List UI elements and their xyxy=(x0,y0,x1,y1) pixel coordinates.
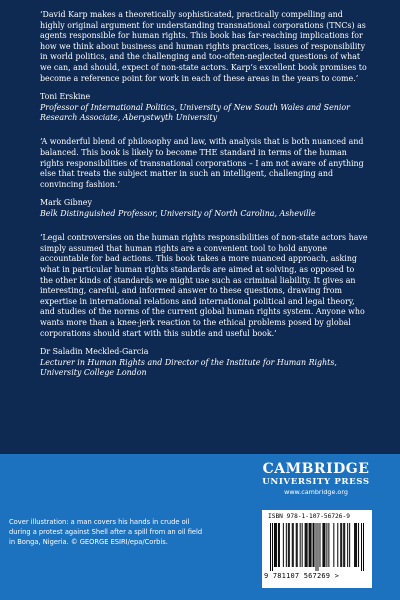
barcode-bar xyxy=(356,523,357,567)
barcode-bar xyxy=(311,523,312,567)
author-name: Dr Saladin Meckled-Garcia xyxy=(40,347,149,357)
barcode-bar xyxy=(307,523,308,567)
barcode-bar xyxy=(314,523,315,567)
testimonial-1 xyxy=(40,10,368,123)
cover-illustration-credit: Cover illustration: a man covers his hands in crude oil during a protest against Shell after a spill from an oil field in Bonga, Nigeria. © GEORGE ESIRI/epa/Corbis. xyxy=(9,518,203,546)
barcode-bar xyxy=(270,523,271,571)
testimonial-2 xyxy=(40,137,368,219)
barcode-bar xyxy=(276,523,277,567)
barcode-bar xyxy=(286,523,287,567)
testimonial-author xyxy=(40,92,368,123)
barcode-bar xyxy=(283,523,284,567)
barcode-bar xyxy=(313,523,314,567)
barcode-bar xyxy=(323,523,324,567)
barcode-bar xyxy=(341,523,342,567)
barcode-bar xyxy=(279,523,280,567)
barcode-bar xyxy=(317,523,318,571)
barcode-bar xyxy=(296,523,297,567)
barcode-bar xyxy=(363,523,364,571)
barcode-bar xyxy=(289,523,290,567)
isbn-barcode xyxy=(262,510,372,588)
barcode-bar xyxy=(340,523,341,567)
barcode-bar xyxy=(349,523,350,567)
barcode-bar xyxy=(344,523,345,567)
author-role: Professor of International Politics, University of New South Wales and Senior Research Associate, Aberystwyth University xyxy=(40,102,350,122)
barcode-bar xyxy=(324,523,325,567)
publisher-subtitle: UNIVERSITY PRESS xyxy=(262,477,370,487)
author-name: Toni Erskine xyxy=(40,92,91,102)
barcode-bar xyxy=(361,523,362,571)
author-role: Lecturer in Human Rights and Director of the Institute for Human Rights, University College London xyxy=(40,357,337,377)
testimonial-quote: ‘A wonderful blend of philosophy and law, with analysis that is both nuanced and balanced. This book is likely to become THE standard in terms of the human rights responsibilities of transnational corporations – I am not aware of anything else that treats the subject matter in such an intelligent, challenging and convincing fashion.’ xyxy=(40,137,364,189)
barcode-bar xyxy=(322,523,323,567)
testimonial-author xyxy=(40,347,368,378)
barcode-bar xyxy=(316,523,317,571)
isbn-label: ISBN 978-1-107-56726-9 xyxy=(268,513,350,520)
barcode-bar xyxy=(305,523,306,567)
barcode-bar xyxy=(347,523,348,567)
barcode-bar xyxy=(328,523,329,567)
author-role: Belk Distinguished Professor, University of North Carolina, Asheville xyxy=(40,208,316,218)
barcode-bar xyxy=(275,523,276,567)
barcode-bar xyxy=(292,523,293,567)
barcode-bar xyxy=(272,523,273,571)
barcode-bar xyxy=(319,523,320,567)
barcode-bar xyxy=(288,523,289,567)
barcode-bar xyxy=(302,523,303,567)
barcode-bar xyxy=(300,523,301,567)
barcode-bar xyxy=(297,523,298,567)
publisher-name: CAMBRIDGE xyxy=(262,461,370,477)
barcode-bar xyxy=(293,523,294,567)
testimonial-quote: ‘Legal controversies on the human rights responsibilities of non-state actors have simply assumed that human rights are a convenient tool to hold anyone accountable for bad actions. This book takes a more nuanced approach, asking what in particular human rights standards are aimed at solving, as opposed to the other kinds of standards we might use such as criminal liability. It gives an interesting, careful, and informed answer to these questions, drawing from expertise in international relations and international political and legal theory, and studies of the norms of the current global human rights system. Anyone who wants more than a knee-jerk reaction to the ethical problems posed by global corporations should start with this subtle and useful book.’ xyxy=(40,233,368,338)
publisher-url: www.cambridge.org xyxy=(284,488,348,496)
barcode-bar xyxy=(309,523,310,567)
testimonial-3 xyxy=(40,233,368,378)
testimonial-author xyxy=(40,198,368,219)
barcode-bar xyxy=(343,523,344,567)
barcode-bar xyxy=(333,523,334,567)
barcode-bar xyxy=(310,523,311,567)
testimonials-list xyxy=(40,10,368,378)
barcode-bar xyxy=(355,523,356,567)
testimonial-quote: ‘David Karp makes a theoretically sophisticated, practically compelling and highly original argument for understanding transnational corporations (TNCs) as agents responsible for human rights. This book has far-reaching implications for how we think about business and human rights practices, issues of responsibility in world politics, and the challenging and too-often-neglected questions of what we can, and should, expect of non-state actors. Karp’s excellent book promises to become a reference point for work in each of these areas in the years to come.’ xyxy=(40,10,367,83)
publisher-logo xyxy=(256,462,376,497)
barcode-bar xyxy=(358,523,359,567)
ean-digits: 9 781107 567269 > xyxy=(264,572,340,580)
author-name: Mark Gibney xyxy=(40,198,92,208)
barcode-bar xyxy=(354,523,355,567)
barcode-bars xyxy=(270,523,364,571)
barcode-bar xyxy=(326,523,327,567)
barcode-bar xyxy=(337,523,338,567)
barcode-bar xyxy=(274,523,275,567)
barcode-bar xyxy=(278,523,279,567)
barcode-bar xyxy=(306,523,307,567)
